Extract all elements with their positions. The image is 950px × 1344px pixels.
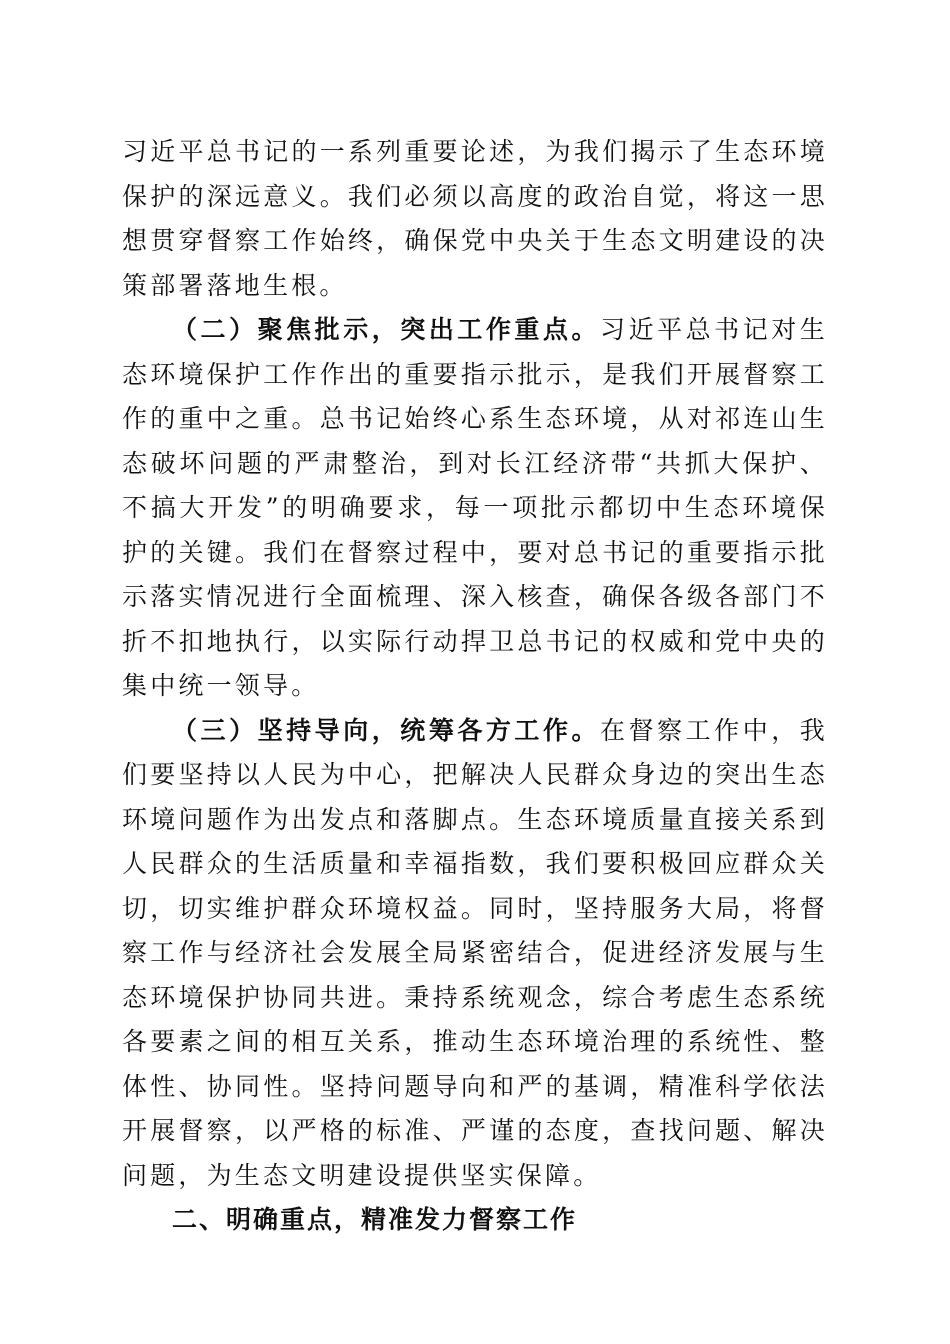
paragraph-adhere-orientation [122, 709, 828, 1199]
paragraph-continuation [122, 130, 828, 308]
paragraph-lead-heading: （三）坚持导向，统筹各方工作。 [172, 715, 601, 745]
paragraph-text: 习近平总书记对生态环境保护工作作出的重要指示批示，是我们开展督察工作的重中之重。总书记始终心系生态环境，从对祁连山生态破坏问题的严肃整治，到对长江经济带“共抓大保护、不搞大开发”的明确要求，每一项批示都切中生态环境保护的关键。我们在督察过程中，要对总书记的重要指示批示落实情况进行全面梳理、深入核查，确保各级各部门不折不扣地执行，以实际行动捍卫总书记的权威和党中央的集中统一领导。 [122, 315, 828, 700]
paragraph-text: 习近平总书记的一系列重要论述，为我们揭示了生态环境保护的深远意义。我们必须以高度的政治自觉，将这一思想贯穿督察工作始终，确保党中央关于生态文明建设的决策部署落地生根。 [122, 137, 828, 300]
document-page [122, 130, 828, 1243]
paragraph-text: 在督察工作中，我们要坚持以人民为中心，把解决人民群众身边的突出生态环境问题作为出发点和落脚点。生态环境质量直接关系到人民群众的生活质量和幸福指数，我们要积极回应群众关切，切实维护群众环境权益。同时，坚持服务大局，将督察工作与经济社会发展全局紧密结合，促进经济发展与生态环境保护协同共进。秉持系统观念，综合考虑生态系统各要素之间的相互关系，推动生态环境治理的系统性、整体性、协同性。坚持问题导向和严的基调，精准科学依法开展督察，以严格的标准、严谨的态度，查找问题、解决问题，为生态文明建设提供坚实保障。 [122, 715, 828, 1190]
paragraph-focus-instructions [122, 308, 828, 709]
section-heading: 二、明确重点，精准发力督察工作 [172, 1205, 578, 1234]
paragraph-lead-heading: （二）聚焦批示，突出工作重点。 [172, 315, 601, 344]
